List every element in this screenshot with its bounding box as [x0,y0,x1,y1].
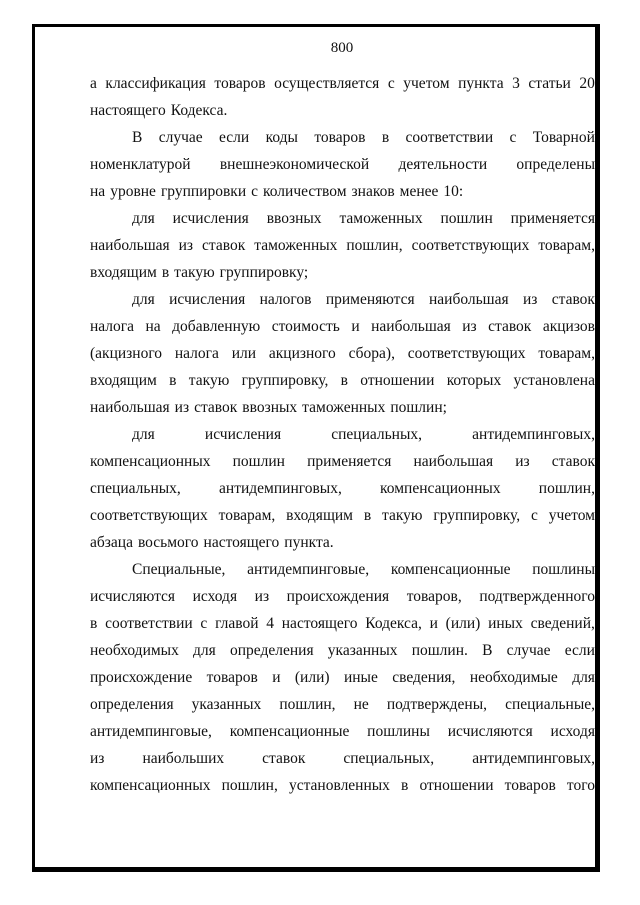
word: в [363,507,372,524]
word: В [482,642,493,659]
word: с [200,615,208,632]
word: пошлины [367,723,430,740]
word: пошлин. [411,642,468,659]
word: наибольшая [90,237,170,254]
word: добавленную [172,318,261,335]
word: ставок [551,291,595,308]
word: в [340,372,348,389]
word: налога [90,318,135,335]
word: из [462,318,477,335]
word: подтвержденного [479,588,595,605]
word: товаров [214,75,266,92]
word: соответствующих [407,345,526,362]
text-line [90,232,595,259]
text-line [90,340,595,367]
word: исчисления [204,426,282,443]
word: 20 [579,75,595,92]
word: компенсационные [229,723,350,740]
word: товарам, [218,507,276,524]
text-line [90,151,595,178]
word: определены [516,156,595,173]
word: акцизов [542,318,595,335]
word: номенклатурой [90,156,191,173]
word: для [132,291,155,308]
word: налога [174,345,219,362]
word: с [509,129,517,146]
word: (или) [445,615,481,632]
word: пошлин; [390,399,447,416]
paragraph [90,421,595,556]
word: такую [382,507,423,524]
word: соответствующих [411,237,530,254]
word: компенсационных [90,777,211,794]
word: акцизного [268,345,336,362]
word: статьи [528,75,571,92]
word: Товарной [532,129,595,146]
word: исходя [192,588,238,605]
word: случае [158,129,203,146]
word: иных [488,615,523,632]
word: группировки [160,183,247,200]
document-body [90,38,595,799]
word: необходимые [469,669,558,686]
text-line [90,529,595,556]
word: специальные, [505,696,595,713]
text-line [90,475,595,502]
word: определения [90,696,174,713]
word: и [429,615,438,632]
paragraph [90,556,595,799]
word: товарам, [538,345,595,362]
word: исчисления [172,210,249,227]
word: сбора), [348,345,395,362]
text-line [90,97,595,124]
word: происхождения [286,588,390,605]
word: товаров [314,129,366,146]
text-line [90,664,595,691]
paragraph [90,124,595,205]
word: пошлин [232,453,285,470]
word: для [572,669,595,686]
word: и [351,318,360,335]
page-number: 800 [330,40,354,56]
word: наибольших [142,750,225,767]
word: товаров [206,669,258,686]
word: абзаца [90,534,133,551]
word: таможенных [254,237,338,254]
word: деятельности [398,156,488,173]
word: исчисления [169,291,246,308]
word: менее [399,183,439,200]
text-line [90,178,595,205]
word: уровне [110,183,156,200]
text-line [90,718,595,745]
word: настоящего [90,102,166,119]
word: таможенных [339,210,423,227]
word: компенсационных [90,453,211,470]
word: таможенных [302,399,386,416]
word: ставок [194,399,238,416]
word: из [254,588,270,605]
word: антидемпинговые, [90,723,212,740]
word: определения [230,642,314,659]
word: группировку, [433,507,521,524]
text-line [90,772,595,799]
text-line [90,691,595,718]
word: наибольшая [371,318,451,335]
text-line [90,286,595,313]
word: с [530,507,538,524]
word: из [522,291,538,308]
word: пункта. [284,534,334,551]
word: Кодекса. [170,102,228,119]
word: ставок [202,237,246,254]
word: пошлин, [538,480,595,497]
text-line [90,637,595,664]
word: группировку, [241,372,329,389]
word: в [169,372,177,389]
word: пошлин, [346,237,403,254]
text-line [90,367,595,394]
word: подтверждены, [386,696,488,713]
word: пункта [458,75,504,92]
word: входящим [90,264,157,281]
word: из [515,453,530,470]
word: применяются [325,291,415,308]
word: пошлин [440,210,493,227]
word: (акцизного [90,345,163,362]
text-line [90,205,595,232]
word: настоящего [281,615,358,632]
word: ввозных [266,210,322,227]
word: в [401,777,409,794]
word: наибольшая [413,453,494,470]
word: на [145,318,161,335]
word: применяется [510,210,595,227]
word: или [231,345,257,362]
word: антидемпинговых, [472,426,595,443]
word: стоимость [271,318,340,335]
word: а [90,75,97,92]
word: необходимых [90,642,179,659]
text-line [90,70,595,97]
word: ставок [262,750,306,767]
word: антидемпинговые, [247,561,370,578]
word: в [381,129,390,146]
word: сведений, [530,615,595,632]
word: пошлин, [279,696,336,713]
text-line [90,313,595,340]
text-line [90,502,595,529]
text-line [90,421,595,448]
word: в [161,264,170,281]
word: внешнеэкономической [219,156,370,173]
word: количеством [263,183,347,200]
word: (или) [294,669,330,686]
word: товарам, [538,237,595,254]
paragraphs-container [90,70,595,799]
word: входящим [90,372,157,389]
word: отношении [360,372,435,389]
word: налогов [259,291,312,308]
text-line [90,259,595,286]
word: в [90,615,98,632]
word: такую [174,264,215,281]
word: товаров, [406,588,462,605]
word: компенсационных [380,480,501,497]
word: коды [265,129,298,146]
word: исходя [550,723,595,740]
word: товаров [504,777,556,794]
word: ставок [488,318,532,335]
word: Кодекса, [365,615,422,632]
word: из [90,750,105,767]
word: антидемпинговых, [472,750,595,767]
word: исчисляются [447,723,533,740]
word: на [90,183,106,200]
word: установлена [513,372,595,389]
word: 4 [266,615,275,632]
word: которых [446,372,502,389]
word: отношении [419,777,494,794]
word: учетом [548,507,595,524]
word: восьмого [137,534,199,551]
word: иные [343,669,378,686]
word: того [566,777,595,794]
paragraph [90,286,595,421]
word: из [174,399,190,416]
word: такую [188,372,230,389]
text-line [90,745,595,772]
word: соответствующих [90,507,208,524]
word: группировку; [219,264,309,281]
text-line [90,394,595,421]
word: В [132,129,143,146]
word: с [251,183,259,200]
word: 3 [512,75,520,92]
text-line [90,583,595,610]
word: исчисляются [90,588,176,605]
word: указанных [327,642,398,659]
word: сведения, [392,669,456,686]
word: специальных, [343,750,435,767]
word: пошлины [532,561,595,578]
text-line [90,448,595,475]
word: случае [506,642,551,659]
word: из [178,237,194,254]
word: антидемпинговых, [219,480,342,497]
word: специальных, [331,426,423,443]
word: применяется [307,453,392,470]
word: ставок [551,453,595,470]
word: осуществляется [274,75,380,92]
word: знаков [351,183,395,200]
word: учетом [403,75,450,92]
text-line [90,610,595,637]
word: главой [215,615,259,632]
word: соответствии [105,615,193,632]
paragraph [90,205,595,286]
word: пошлин, [221,777,278,794]
word: если [564,642,595,659]
word: Специальные, [132,561,226,578]
word: классификация [105,75,206,92]
word: происхождение [90,669,193,686]
word: для [132,426,155,443]
word: если [219,129,250,146]
word: ввозных [242,399,298,416]
word: специальных, [90,480,181,497]
word: для [193,642,216,659]
word: входящим [286,507,353,524]
word: наибольшая [90,399,170,416]
word: указанных [191,696,262,713]
word: для [132,210,155,227]
word: наибольшая [428,291,509,308]
word: настоящего [203,534,280,551]
word: с [387,75,395,92]
word: установленных [288,777,390,794]
word: компенсационные [390,561,511,578]
paragraph [90,70,595,124]
text-line [90,124,595,151]
word: и [272,669,281,686]
text-line [90,556,595,583]
word: не [353,696,369,713]
word: соответствии [405,129,494,146]
word: 10: [443,183,464,200]
